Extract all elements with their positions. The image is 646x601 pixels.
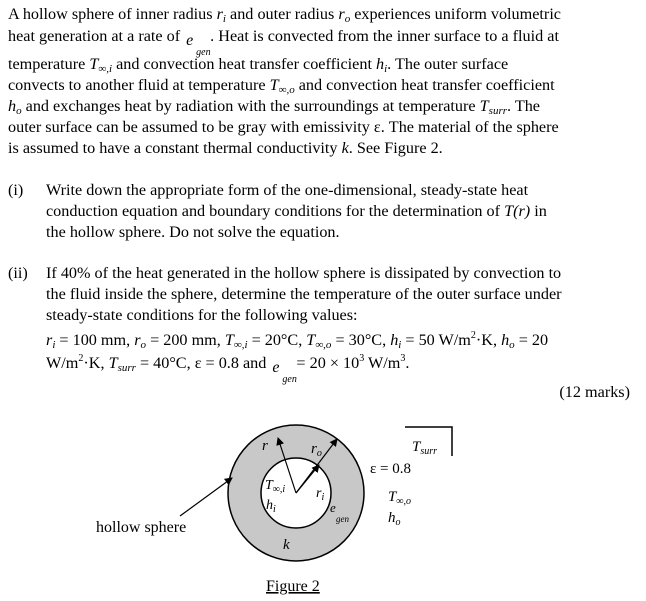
egen-figure-sub: gen (336, 514, 349, 524)
emissivity-label: ε = 0.8 (370, 461, 412, 477)
question-i-line-3: the hollow sphere. Do not solve the equation. (46, 223, 340, 241)
intro-line-5: $h_o$ and exchanges heat by radiation with the surroundings at temperature $T_{surr}$. The (8, 97, 540, 117)
ri-label: $r_i$ (316, 486, 325, 503)
intro-line-7: is assumed to have a constant thermal conductivity k. See Figure 2. (8, 139, 443, 157)
outer-temp-label: $T_{\infty,o}$ (388, 489, 411, 507)
inner-h-label: $h_i$ (266, 498, 276, 515)
outer-h-label: $h_o$ (388, 510, 401, 528)
inner-temp-label: $T_{\infty,i}$ (265, 478, 286, 495)
ro-label: $r_o$ (311, 441, 322, 459)
question-i-line-1: Write down the appropriate form of the one-dimensional, steady-state heat (46, 181, 529, 199)
hollow-sphere-label: hollow sphere (96, 519, 187, 536)
question-ii-number: (ii) (8, 264, 28, 282)
question-ii-values-line-2: $W/m^2\cdot K$, $T_{surr} = 40^\circ C$, ε = 0.8 and e gen = $20 \times 10^3$ $W/m^3$. (46, 353, 410, 385)
hollow-sphere-leader (180, 478, 232, 516)
question-ii-values-line-1: $r_i = 100$ mm, $r_o = 200$ mm, $T_{\infty,i} = 20^\circ C$, $T_{\infty,o} = 30^\circ C$, $h_i = 50$ $W/m^2\cdot K$, $h_o = 20$ (46, 330, 549, 351)
intro-line-4: convects to another fluid at temperature $T_{\infty,o}$ and convection heat transfer coefficient (8, 76, 555, 96)
marks-label: (12 marks) (559, 383, 630, 401)
intro-line-2: heat generation at a rate of e gen . Heat is convected from the inner surface to a fluid at (8, 27, 559, 58)
question-ii-line-1: If 40% of the heat generated in the hollow sphere is dissipated by convection to (46, 264, 562, 282)
egen-figure-symbol: e (330, 500, 336, 515)
surr-temp-label: $T_{surr}$ (412, 439, 438, 457)
question-ii-line-3: steady-state conditions for the following values: (46, 306, 358, 324)
intro-line-6: outer surface can be assumed to be gray with emissivity ε. The material of the sphere (8, 118, 559, 136)
k-label: k (283, 537, 290, 553)
question-i-line-2: conduction equation and boundary conditions for the determination of T(r) in (46, 202, 547, 220)
question-i-number: (i) (8, 181, 24, 199)
r-label: r (262, 438, 268, 454)
intro-line-3: temperature $T_{\infty,i}$ and convection heat transfer coefficient $h_i$. The outer surface (8, 55, 509, 75)
figure-caption: Figure 2 (266, 578, 320, 595)
question-ii-line-2: the fluid inside the sphere, determine the temperature of the outer surface under (46, 285, 562, 303)
intro-line-1: A hollow sphere of inner radius $r_i$ and outer radius $r_o$ experiences uniform volumetric (8, 5, 561, 25)
